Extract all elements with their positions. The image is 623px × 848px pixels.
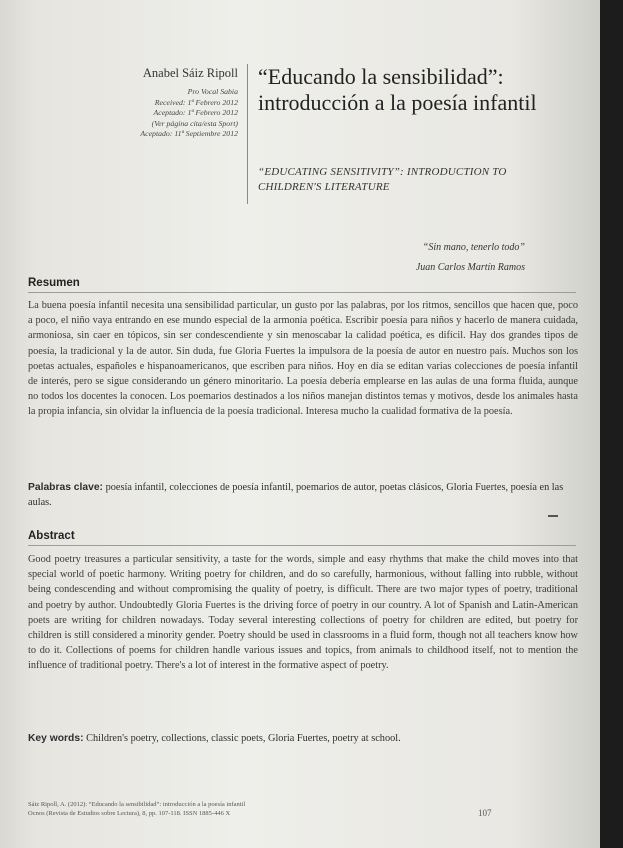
resumen-body: La buena poesía infantil necesita una sensibilidad particular, un gusto por las palabras, por los ritmos, sencillos que hacen que, poco a poco, el niño vaya entrando en ese mundo especial de la armonía poética. Escribir poesía para niños y hacerlo de manera cuidada, armoniosa, sin caer en tópicos, sin ser condescendiente y sin menoscabar la calidad poética, es difícil. Hay dos grandes tipos de poesía, la tradicional y la de autor. Sin duda, fue Gloria Fuertes la impulsora de la poesía de autor en nuestro país. Muchos son los poetas actuales, españoles e hispanoamericanos, que escriben para niños. Hoy en día se editan varias colecciones de poesía infantil de interés, pero se sigue considerando un género minoritario. La poesía debería emplearse en las aulas de una forma fluida, aunque no todos los docentes la conocen. Los poemarios destinados a los niños manejan distintos temas y motivos, desde los animales hasta la propia infancia, sin olvidar la influencia de la poesía tradicional. Interesa mucho la cualidad formativa de la poesía. <box>28 300 578 418</box>
header-divider <box>247 64 248 204</box>
abstract-rule <box>28 545 576 546</box>
citation-line: Ocnos (Revista de Estudios sobre Lectura), 8, pp. 107-118. ISSN 1885-446 X <box>28 810 231 817</box>
resumen-heading: Resumen <box>28 277 80 289</box>
epigraph <box>330 238 525 278</box>
article-title: “Educando la sensibilidad”: introducción a la poesía infantil <box>258 64 537 115</box>
author-meta-line: Received: 1ª Febrero 2012 <box>154 97 238 107</box>
abstract-keywords-text: Children's poetry, collections, classic poets, Gloria Fuertes, poetry at school. <box>86 733 401 744</box>
resumen-keywords-text: poesía infantil, colecciones de poesía infantil, poemarios de autor, poetas clásicos, Gloria Fuertes, poesía en las aulas. <box>28 482 564 509</box>
author-meta-line: Pro Vocal Sabia <box>187 87 238 96</box>
article-subtitle: “EDUCATING SENSITIVITY”: INTRODUCTION TO CHILDREN'S LITERATURE <box>258 166 507 193</box>
page-number: 107 <box>478 808 492 818</box>
abstract-keywords <box>28 731 578 746</box>
abstract-keywords-label: Key words: <box>28 733 84 744</box>
citation-footer <box>28 800 448 818</box>
author-meta-line: Aceptado: 11ª Septiembre 2012 <box>140 129 238 138</box>
abstract-body: Good poetry treasures a particular sensitivity, a taste for the words, simple and easy rhythms that make the child moves into that special world of poetic harmony. Writing poetry for children, and do so carefully, harmonious, without falling into rubble, without being condescending and without compromising the quality of poetry, is difficult. There are two major types of poetry, traditional and poetry by author. Undoubtedly Gloria Fuertes is the driving force of poetry in our country. A lot of Spanish and Latin-American poets are writing for children nowadays. Today several interesting collections of poetry for children are edited, but poetry for children is still considered a minority gender. Poetry should be used in classrooms in a fluid form, though not all teachers know how to do it. Collections of poems for children handle various issues and topics, from animals to childhood itself, not to mention the influence of traditional poetry. There's a lot of interest in the formative aspect of poetry. <box>28 554 578 672</box>
resumen-keywords <box>28 480 578 510</box>
abstract-heading: Abstract <box>28 530 75 542</box>
author-name: Anabel Sáiz Ripoll <box>142 66 238 80</box>
epigraph-author: Juan Carlos Martín Ramos <box>415 262 525 273</box>
edge-mark <box>548 515 558 517</box>
citation-line: Sáiz Ripoll, A. (2012): “Educando la sensibilidad”: introducción a la poesía infantil <box>28 801 246 808</box>
author-meta-line: (Ver página cita/esta Sport) <box>151 118 238 128</box>
author-block <box>118 66 238 140</box>
resumen-rule <box>28 292 576 293</box>
resumen-keywords-label: Palabras clave: <box>28 482 103 493</box>
author-meta-line: Aceptado: 1ª Febrero 2012 <box>153 108 238 117</box>
epigraph-quote: “Sin mano, tenerlo todo” <box>422 242 525 253</box>
